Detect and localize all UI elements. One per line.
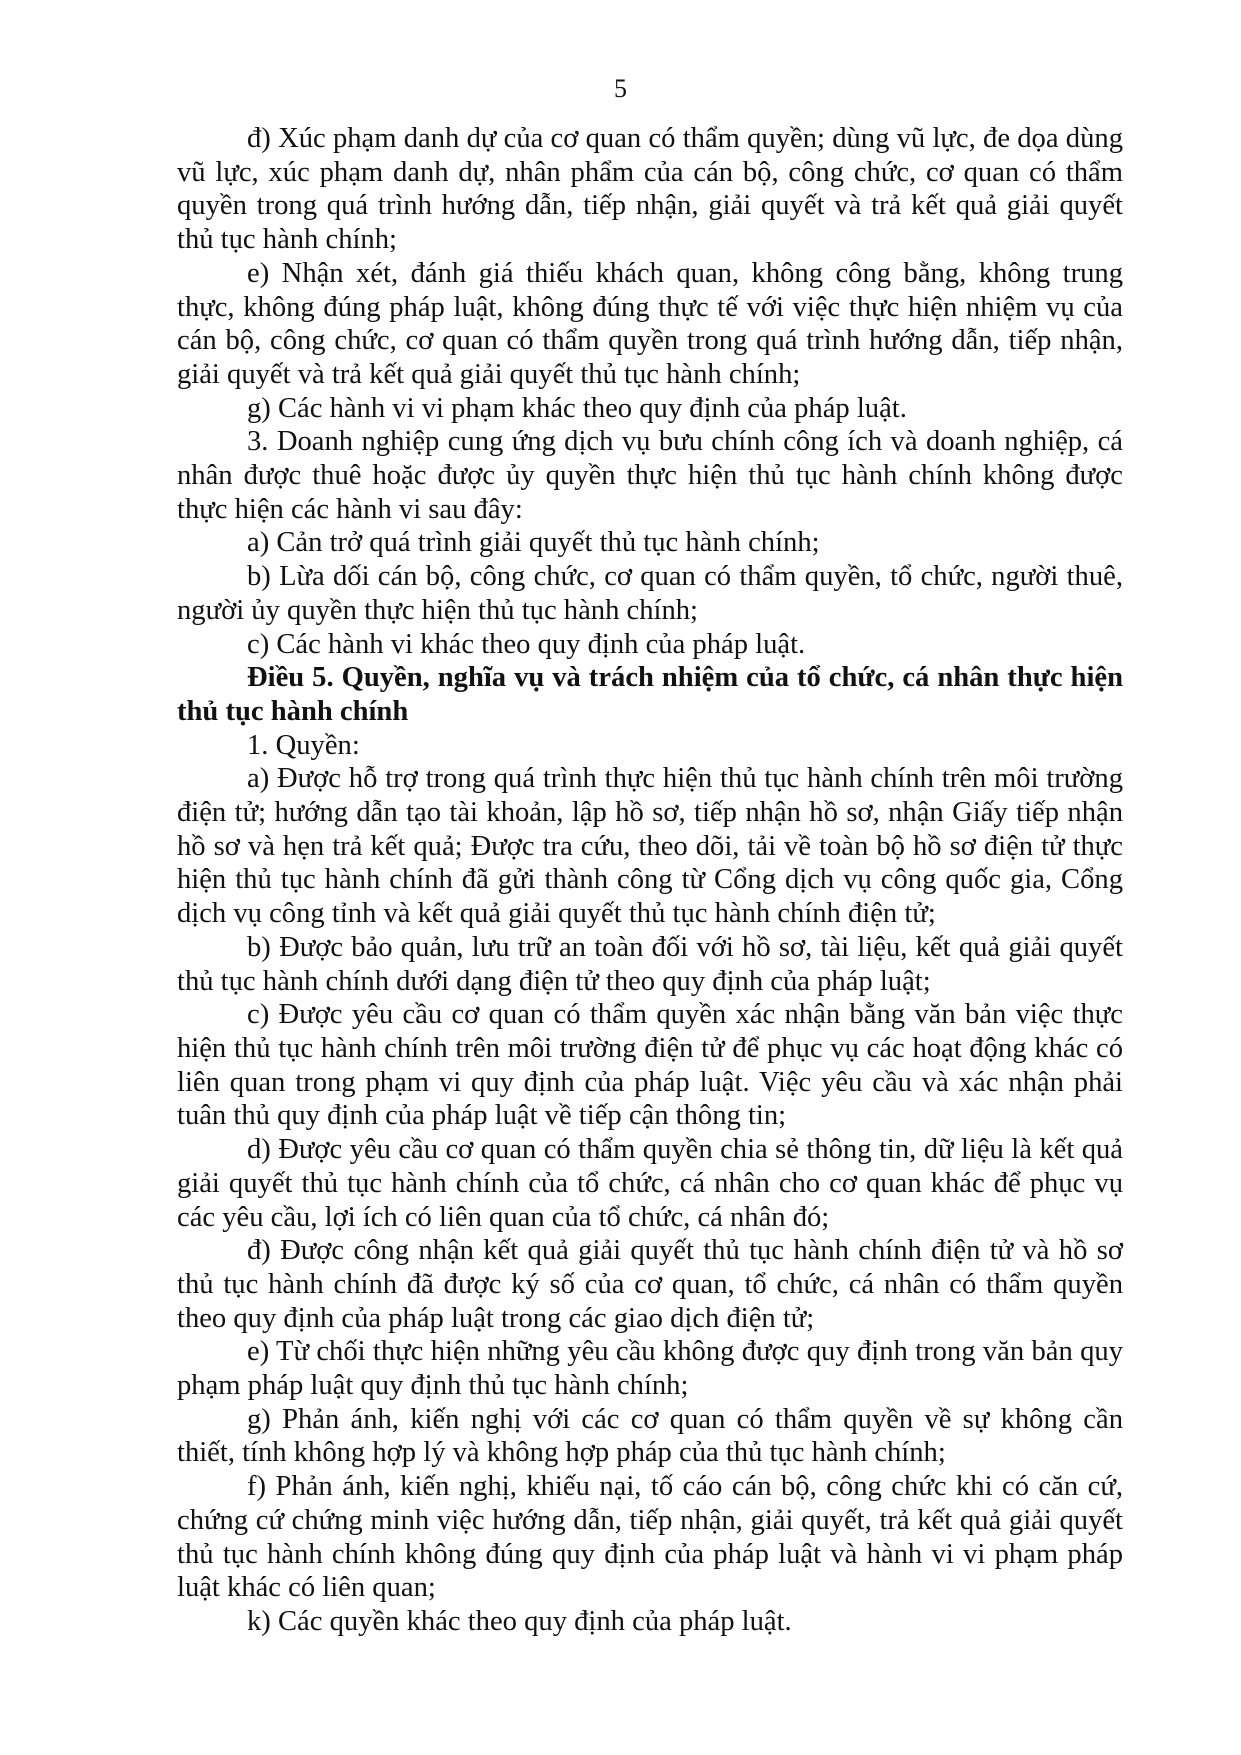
paragraph-dd-recognition: đ) Được công nhận kết quả giải quyết thủ tục hành chính điện tử và hồ sơ thủ tục hành chính đã được ký số của cơ quan, tổ chức, cá nhân có thẩm quyền theo quy định của pháp luật trong các giao dịch điện tử; xyxy=(177,1235,1123,1334)
paragraph-e-unfair-assessment: e) Nhận xét, đánh giá thiếu khách quan, không công bằng, không trung thực, không đúng pháp luật, không đúng thực tế với việc thực hiện nhiệm vụ của cán bộ, công chức, cơ quan có thẩm quyền trong quá trình hướng dẫn, tiếp nhận, giải quyết và trả kết quả giải quyết thủ tục hành chính; xyxy=(177,257,1123,390)
paragraph-f-complaints: f) Phản ánh, kiến nghị, khiếu nại, tố cáo cán bộ, công chức khi có căn cứ, chứng cứ chứng minh việc hướng dẫn, tiếp nhận, giải quyết, trả kết quả giải quyết thủ tục hành chính không đúng quy định của pháp luật và hành vi vi phạm pháp luật khác có liên quan; xyxy=(177,1471,1123,1604)
paragraph-b-deceive: b) Lừa dối cán bộ, công chức, cơ quan có thẩm quyền, tổ chức, người thuê, người ủy quyền thực hiện thủ tục hành chính; xyxy=(177,561,1123,626)
paragraph-g-feedback: g) Phản ánh, kiến nghị với các cơ quan có thẩm quyền về sự không cần thiết, tính không hợp lý và không hợp pháp của thủ tục hành chính; xyxy=(177,1403,1123,1469)
paragraph-d-data-sharing: d) Được yêu cầu cơ quan có thẩm quyền chia sẻ thông tin, dữ liệu là kết quả giải quyết thủ tục hành chính của tổ chức, cá nhân cho cơ quan khác để phục vụ các yêu cầu, lợi ích có liên quan của tổ chức, cá nhân đó; xyxy=(177,1134,1123,1233)
document-body xyxy=(177,122,1123,1639)
paragraph-k-other-rights: k) Các quyền khác theo quy định của pháp luật. xyxy=(247,1605,792,1637)
paragraph-clause-1-rights: 1. Quyền: xyxy=(247,729,360,761)
paragraph-c-confirmation: c) Được yêu cầu cơ quan có thẩm quyền xác nhận bằng văn bản việc thực hiện thủ tục hành chính trên môi trường điện tử để phục vụ các hoạt động khác có liên quan trong phạm vi quy định của pháp luật. Việc yêu cầu và xác nhận phải tuân thủ quy định của pháp luật về tiếp cận thông tin; xyxy=(177,999,1123,1132)
paragraph-d-violation-insult: đ) Xúc phạm danh dự của cơ quan có thẩm quyền; dùng vũ lực, đe dọa dùng vũ lực, xúc phạm danh dự, nhân phẩm của cán bộ, công chức, cơ quan có thẩm quyền trong quá trình hướng dẫn, tiếp nhận, giải quyết và trả kết quả giải quyết thủ tục hành chính; xyxy=(177,123,1123,256)
paragraph-c-other-acts: c) Các hành vi khác theo quy định của pháp luật. xyxy=(247,628,806,660)
article-5-heading: Điều 5. Quyền, nghĩa vụ và trách nhiệm của tổ chức, cá nhân thực hiện thủ tục hành chính xyxy=(177,662,1123,727)
paragraph-a-support: a) Được hỗ trợ trong quá trình thực hiện thủ tục hành chính trên môi trường điện tử; hướng dẫn tạo tài khoản, lập hồ sơ, tiếp nhận hồ sơ, nhận Giấy tiếp nhận hồ sơ và hẹn trả kết quả; Được tra cứu, theo dõi, tải về toàn bộ hồ sơ điện tử thực hiện thủ tục hành chính đã gửi thành công từ Cổng dịch vụ công quốc gia, Cổng dịch vụ công tỉnh và kết quả giải quyết thủ tục hành chính điện tử; xyxy=(177,763,1123,930)
paragraph-a-obstruct: a) Cản trở quá trình giải quyết thủ tục hành chính; xyxy=(247,527,820,559)
page-number: 5 xyxy=(614,74,627,103)
paragraph-b-storage: b) Được bảo quản, lưu trữ an toàn đối với hồ sơ, tài liệu, kết quả giải quyết thủ tục hành chính dưới dạng điện tử theo quy định của pháp luật; xyxy=(177,931,1123,997)
paragraph-g-other-violations: g) Các hành vi vi phạm khác theo quy định của pháp luật. xyxy=(247,392,907,424)
paragraph-e-refuse: e) Từ chối thực hiện những yêu cầu không được quy định trong văn bản quy phạm pháp luật quy định thủ tục hành chính; xyxy=(177,1336,1123,1402)
paragraph-clause-3-enterprises: 3. Doanh nghiệp cung ứng dịch vụ bưu chính công ích và doanh nghiệp, cá nhân được thuê hoặc được ủy quyền thực hiện thủ tục hành chính không được thực hiện các hành vi sau đây: xyxy=(177,426,1123,525)
